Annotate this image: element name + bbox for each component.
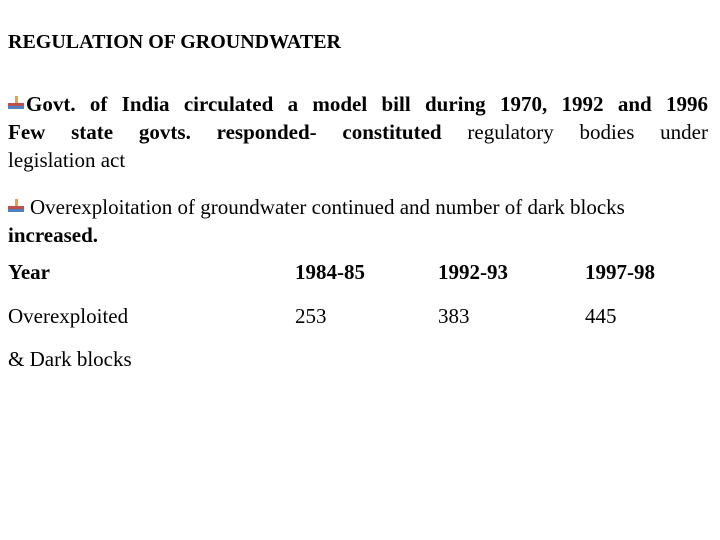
bullet-item-overexploitation: [8, 193, 708, 249]
table-cell-value-1: 253: [295, 304, 327, 328]
bullet-text-line2: [8, 118, 708, 146]
bullet-text-normal: regulatory bodies under: [467, 120, 708, 144]
bullet-item-model-bill: [8, 90, 708, 174]
table-cell-value-2: 383: [438, 304, 470, 328]
table-header-year-1: 1984-85: [295, 260, 365, 284]
bullet-text: Overexploitation of groundwater continued and number of dark blocks: [30, 195, 625, 219]
table-header-year-3: 1997-98: [585, 260, 655, 284]
table-header-year: Year: [8, 260, 50, 284]
bullet-text: Govt. of India circulated a model bill during 1970, 1992 and 1996: [26, 92, 708, 116]
table-header-year-2: 1992-93: [438, 260, 508, 284]
table-row-label: Overexploited: [8, 304, 129, 328]
table-row-label-continued: & Dark blocks: [8, 347, 132, 371]
bullet-text-bold: Few state govts. responded- constituted: [8, 120, 468, 144]
bullet-text-line3: legislation act: [8, 148, 126, 172]
table-cell-value-3: 445: [585, 304, 617, 328]
bullet-text-line2: increased.: [8, 223, 99, 247]
slide-title: REGULATION OF GROUNDWATER: [8, 31, 341, 53]
